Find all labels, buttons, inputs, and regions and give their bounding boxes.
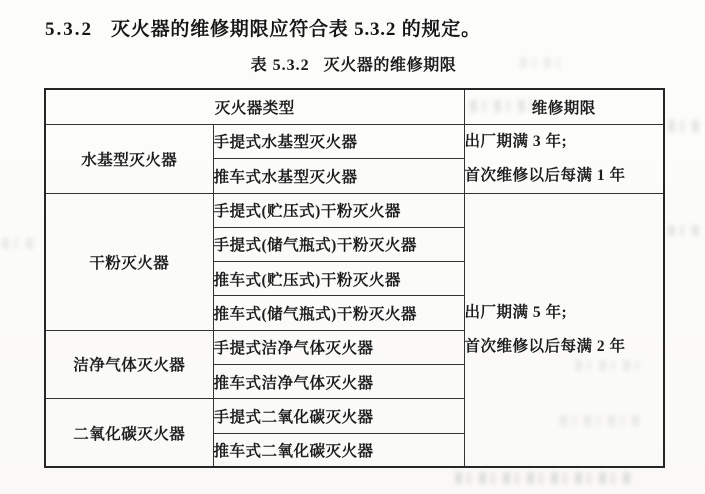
category-cell-water: 水基型灭火器 — [45, 124, 213, 193]
header-extinguisher-type: 灭火器类型 — [45, 89, 464, 124]
category-cell-co2: 二氧化碳灭火器 — [45, 399, 213, 468]
period-line: 首次维修以后每满 1 年 — [464, 166, 626, 184]
table-row — [45, 124, 664, 159]
period-line: 出厂期满 5 年; — [464, 303, 568, 321]
type-cell: 推车式洁净气体灭火器 — [213, 364, 464, 398]
category-cell-dry-powder: 干粉灭火器 — [45, 193, 213, 330]
type-cell: 手提式(储气瓶式)干粉灭火器 — [213, 227, 464, 261]
table-caption-title: 灭火器的维修期限 — [323, 57, 457, 74]
scan-artifact — [668, 119, 702, 132]
type-cell: 手提式水基型灭火器 — [213, 124, 464, 159]
scan-artifact — [2, 238, 36, 249]
clause-number: 5.3.2 — [45, 19, 93, 40]
table-row — [45, 193, 664, 227]
category-cell-clean-agent: 洁净气体灭火器 — [45, 330, 213, 399]
type-cell: 推车式(储气瓶式)干粉灭火器 — [213, 296, 464, 330]
period-cell-shared — [464, 193, 664, 467]
maintenance-period-table — [44, 88, 665, 468]
type-cell: 推车式水基型灭火器 — [213, 159, 464, 194]
period-cell-water — [464, 124, 664, 193]
header-maintenance-period: 维修期限 — [464, 89, 664, 124]
period-line: 出厂期满 3 年; — [464, 132, 568, 150]
type-cell: 手提式二氧化碳灭火器 — [213, 399, 464, 433]
table-caption-label: 表 5.3.2 — [250, 57, 310, 74]
scan-artifact — [455, 472, 635, 484]
type-cell: 手提式(贮压式)干粉灭火器 — [213, 193, 464, 227]
clause-heading — [45, 14, 481, 41]
clause-text: 灭火器的维修期限应符合表 5.3.2 的规定。 — [111, 19, 481, 40]
type-cell: 推车式(贮压式)干粉灭火器 — [213, 262, 464, 296]
period-line: 首次维修以后每满 2 年 — [464, 337, 626, 355]
table-header-row — [45, 89, 664, 124]
table-caption — [44, 52, 663, 75]
type-cell: 手提式洁净气体灭火器 — [213, 330, 464, 364]
type-cell: 推车式二氧化碳灭火器 — [213, 433, 464, 467]
scan-artifact — [668, 225, 702, 236]
